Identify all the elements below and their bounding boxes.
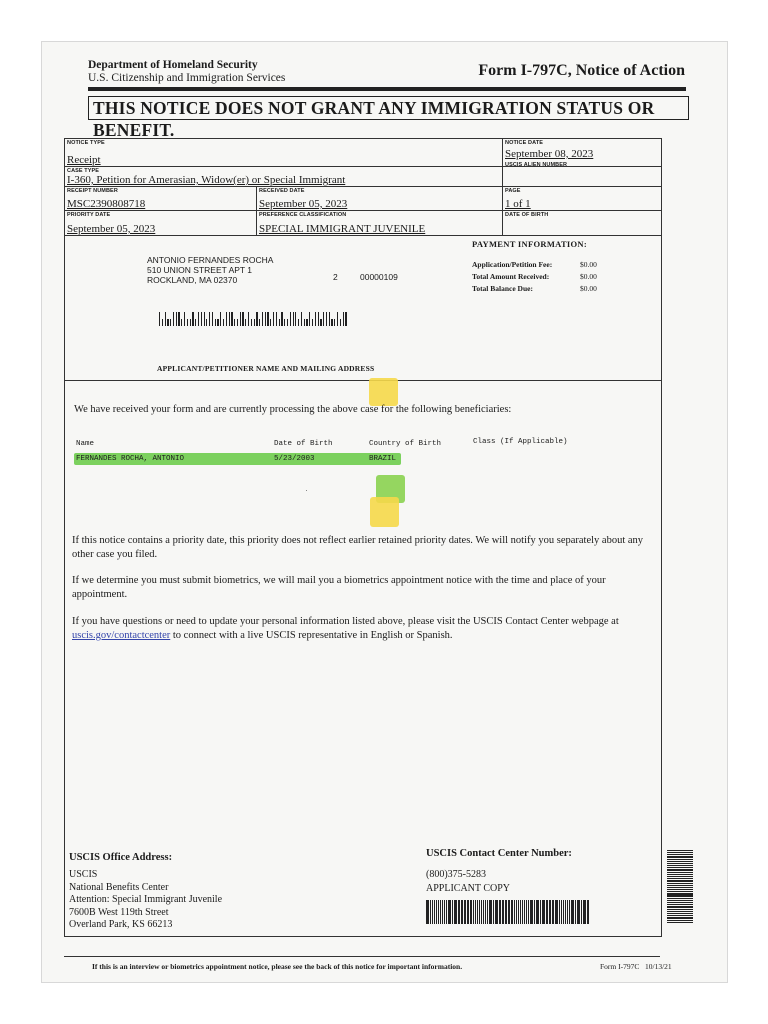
barcode-bar (542, 900, 543, 924)
barcode-bar (526, 900, 528, 924)
payment-balance-value: $0.00 (580, 284, 597, 293)
notice-date-value: September 08, 2023 (505, 148, 594, 160)
barcode-bar (229, 312, 230, 326)
barcode-bar (198, 312, 199, 326)
side-barcode-bar (667, 896, 693, 897)
barcode-bar (553, 900, 554, 924)
agency-name: Department of Homeland Security (88, 59, 258, 71)
barcode-bar (470, 900, 471, 924)
date-of-birth-label: DATE OF BIRTH (505, 212, 549, 218)
barcode-bar (522, 900, 523, 924)
barcode-bar (588, 900, 589, 924)
sticky-note-yellow-top (369, 378, 398, 406)
barcode-bar (587, 900, 588, 924)
barcode-bar (448, 900, 449, 924)
barcode-bar (508, 900, 510, 924)
beneficiary-country: BRAZIL (369, 455, 397, 463)
beneficiary-name: FERNANDES ROCHA, ANTONIO (76, 455, 185, 463)
preference-classification-value: SPECIAL IMMIGRANT JUVENILE (259, 223, 426, 235)
side-barcode-bar (667, 915, 693, 916)
barcode-bar (428, 900, 429, 924)
side-barcode-bar (667, 913, 693, 914)
payment-labels (472, 259, 552, 295)
receipt-number-label: RECEIPT NUMBER (67, 188, 118, 194)
barcode-bar (217, 319, 218, 326)
notice-type-label: NOTICE TYPE (67, 140, 105, 146)
barcode-bar (298, 319, 299, 326)
barcode-bar (552, 900, 553, 924)
barcode-bar (581, 900, 582, 924)
side-barcode-bar (667, 907, 693, 908)
barcode-bar (192, 312, 193, 326)
biometrics-paragraph: If we determine you must submit biometrics, we will mail you a biometrics appointment notice with the time and place of your appointment. (72, 575, 606, 600)
barcode-bar (479, 900, 481, 924)
mail-code-1: 2 (333, 272, 338, 282)
priority-date-paragraph: If this notice contains a priority date, this priority does not reflect earlier retained priority dates. We will notify you separately about any other case you filed. (72, 535, 644, 560)
barcode-bar (187, 319, 188, 326)
notice-date-label: NOTICE DATE (505, 140, 543, 146)
payment-fee-value: $0.00 (580, 260, 597, 269)
barcode-bar (345, 312, 346, 326)
side-barcode-bar (667, 918, 693, 919)
barcode-bar (485, 900, 487, 924)
barcode-bar (505, 900, 506, 924)
barcode-bar (212, 312, 213, 326)
barcode-bar (583, 900, 584, 924)
mailing-address (147, 255, 273, 285)
barcode-bar (432, 900, 434, 924)
barcode-bar (575, 900, 576, 924)
table-header-class: Class (If Applicable) (473, 438, 568, 446)
barcode-bar (343, 312, 344, 326)
office-line-2: National Benefits Center (69, 881, 169, 893)
side-barcode-bar (667, 869, 693, 870)
barcode-bar (473, 900, 475, 924)
postal-barcode (159, 312, 347, 326)
barcode-bar (290, 312, 291, 326)
side-barcode-bar (667, 904, 693, 905)
barcode-bar (536, 900, 537, 924)
barcode-bar (267, 312, 268, 326)
side-barcode-bar (667, 852, 693, 853)
barcode-bar (464, 900, 465, 924)
received-date-cell (257, 187, 503, 211)
side-barcode-bar (667, 898, 693, 899)
barcode-bar (455, 900, 457, 924)
barcode-bar (481, 900, 482, 924)
beneficiary-dob: 5/23/2003 (274, 455, 315, 463)
table-header-country: Country of Birth (369, 440, 442, 448)
side-barcode-bar (667, 865, 693, 866)
form-id: Form I-797C (600, 962, 640, 971)
barcode-bar (490, 900, 492, 924)
barcode-bar (318, 312, 319, 326)
payment-balance-label: Total Balance Due: (472, 284, 533, 293)
page-cell (503, 187, 661, 211)
contact-center-link[interactable]: uscis.gov/contactcenter (72, 630, 171, 641)
barcode-bar (537, 900, 539, 924)
barcode-bar (259, 319, 260, 326)
preference-classification-cell (257, 211, 503, 235)
barcode-bar (436, 900, 437, 924)
footer-rule (64, 956, 660, 957)
priority-date-label: PRIORITY DATE (67, 212, 111, 218)
barcode-bar (531, 900, 533, 924)
form-title: Form I-797C, Notice of Action (478, 62, 685, 79)
barcode-bar (454, 900, 455, 924)
preference-classification-label: PREFERENCE CLASSIFICATION (259, 212, 347, 218)
barcode-bar (331, 319, 332, 326)
side-barcode-bar (667, 891, 693, 892)
side-barcode-bar (667, 854, 693, 855)
side-barcode-bar (667, 922, 693, 923)
barcode-bar (293, 312, 294, 326)
barcode-bar (512, 900, 513, 924)
barcode-bar (223, 319, 224, 326)
office-line-3: Attention: Special Immigrant Juvenile (69, 894, 223, 905)
barcode-bar (530, 900, 531, 924)
barcode-bar (459, 900, 460, 924)
table-header-dob: Date of Birth (274, 440, 333, 448)
barcode-bar (329, 312, 330, 326)
sticky-note-yellow-bottom (370, 497, 399, 527)
office-address-title: USCIS Office Address: (69, 852, 173, 863)
barcode-bar (184, 312, 185, 326)
barcode-bar (176, 312, 177, 326)
barcode-bar (444, 900, 446, 924)
barcode-bar (442, 900, 443, 924)
barcode-bar (265, 312, 266, 326)
payment-fee-label: Application/Petition Fee: (472, 260, 553, 269)
barcode-bar (256, 312, 257, 326)
payment-values (580, 259, 597, 295)
barcode-bar (204, 312, 205, 326)
barcode-bar (270, 319, 271, 326)
barcode-bar (577, 900, 578, 924)
barcode-bar (248, 312, 249, 326)
alien-number-label: USCIS ALIEN NUMBER (505, 162, 568, 168)
barcode-bar (549, 900, 551, 924)
barcode-bar (524, 900, 525, 924)
mailing-address-section-label: APPLICANT/PETITIONER NAME AND MAILING ADDRESS (157, 364, 375, 373)
barcode-bar (190, 319, 191, 326)
mail-code-2: 00000109 (360, 272, 398, 282)
barcode-bar (547, 900, 548, 924)
side-barcode-bar (667, 902, 693, 903)
intro-text: We have received your form and are currently processing the above case for the following beneficiaries: (74, 404, 512, 415)
table-header-name: Name (76, 440, 95, 448)
side-barcode-bar (667, 857, 693, 858)
barcode-bar (520, 900, 522, 924)
status-banner: THIS NOTICE DOES NOT GRANT ANY IMMIGRATION STATUS OR BENEFIT. (88, 96, 689, 120)
priority-date-value: September 05, 2023 (67, 223, 156, 235)
barcode-bar (534, 900, 535, 924)
barcode-bar (426, 900, 428, 924)
office-line-1: USCIS (69, 869, 98, 880)
barcode-bar (452, 900, 453, 924)
barcode-bar (557, 900, 558, 924)
barcode-bar (516, 900, 517, 924)
side-barcode (667, 850, 693, 924)
barcode-bar (279, 319, 280, 326)
date-of-birth-cell (503, 211, 661, 235)
side-barcode-bar (667, 880, 693, 881)
barcode-bar (467, 900, 469, 924)
notice-type-cell (65, 139, 503, 167)
barcode-bar (284, 319, 285, 326)
barcode-bar (312, 319, 313, 326)
alien-number-cell (503, 161, 661, 187)
barcode-bar (572, 900, 574, 924)
side-barcode-bar (667, 893, 693, 894)
contact-center-title: USCIS Contact Center Number: (426, 848, 572, 859)
barcode-bar (340, 319, 341, 326)
case-type-label: CASE TYPE (67, 168, 100, 174)
barcode-bar (234, 319, 235, 326)
side-barcode-bar (667, 874, 693, 875)
barcode-bar (320, 319, 321, 326)
main-body (64, 380, 662, 840)
payment-received-value: $0.00 (580, 272, 597, 281)
barcode-bar (337, 312, 338, 326)
barcode-bar (315, 312, 316, 326)
barcode-bar (287, 319, 288, 326)
recipient-name: ANTONIO FERNANDES ROCHA (147, 255, 274, 265)
barcode-bar (565, 900, 566, 924)
barcode-bar (514, 900, 516, 924)
barcode-bar (499, 900, 500, 924)
side-barcode-bar (667, 887, 693, 888)
office-line-5: Overland Park, KS 66213 (69, 919, 173, 930)
barcode-bar (301, 312, 302, 326)
barcode-bar (295, 312, 296, 326)
contact-center-phone: (800)375-5283 (426, 869, 486, 880)
header-rule (88, 87, 686, 91)
barcode-bar (495, 900, 496, 924)
barcode-bar (489, 900, 490, 924)
received-date-value: September 05, 2023 (259, 198, 348, 210)
barcode-bar (440, 900, 441, 924)
side-barcode-bar (667, 909, 693, 910)
barcode-bar (518, 900, 519, 924)
barcode-bar (226, 312, 227, 326)
barcode-bar (571, 900, 572, 924)
received-date-label: RECEIVED DATE (259, 188, 305, 194)
barcode-bar (477, 900, 478, 924)
case-info-grid (64, 138, 662, 236)
barcode-bar (567, 900, 569, 924)
office-address (69, 869, 222, 932)
barcode-bar (555, 900, 557, 924)
receipt-number-value: MSC2390808718 (67, 198, 146, 210)
barcode-bar (434, 900, 435, 924)
barcode-bar (215, 319, 216, 326)
barcode-bar (159, 312, 160, 326)
barcode-bar (240, 312, 241, 326)
barcode-bar (543, 900, 545, 924)
applicant-copy-label: APPLICANT COPY (426, 883, 510, 894)
page-label: PAGE (505, 188, 521, 194)
side-barcode-bar (667, 920, 693, 921)
receipt-barcode (426, 900, 589, 924)
barcode-bar (465, 900, 466, 924)
side-barcode-bar (667, 870, 693, 871)
barcode-bar (165, 312, 166, 326)
barcode-bar (245, 319, 246, 326)
barcode-bar (493, 900, 494, 924)
address-line-2: ROCKLAND, MA 02370 (147, 275, 238, 285)
barcode-bar (483, 900, 484, 924)
barcode-bar (458, 900, 459, 924)
barcode-bar (237, 319, 238, 326)
barcode-bar (209, 312, 210, 326)
back-of-notice-note: If this is an interview or biometrics appointment notice, please see the back of this notice for important information. (92, 962, 463, 971)
barcode-bar (584, 900, 586, 924)
barcode-bar (475, 900, 476, 924)
barcode-bar (173, 312, 174, 326)
barcode-bar (170, 319, 171, 326)
side-barcode-bar (667, 859, 693, 860)
barcode-bar (578, 900, 580, 924)
barcode-bar (162, 319, 163, 326)
barcode-bar (262, 312, 263, 326)
barcode-bar (506, 900, 507, 924)
barcode-bar (438, 900, 440, 924)
case-type-value: I-360, Petition for Amerasian, Widow(er) or Special Immigrant (67, 174, 346, 186)
form-edition-date: 10/13/21 (645, 962, 672, 971)
barcode-bar (461, 900, 463, 924)
barcode-bar (430, 900, 431, 924)
barcode-bar (304, 319, 305, 326)
side-barcode-bar (667, 881, 693, 882)
barcode-bar (540, 900, 541, 924)
form-identifier (600, 962, 672, 971)
barcode-bar (561, 900, 563, 924)
side-barcode-bar (667, 876, 693, 877)
barcode-bar (502, 900, 504, 924)
barcode-bar (446, 900, 447, 924)
barcode-bar (195, 319, 196, 326)
barcode-bar (559, 900, 560, 924)
barcode-bar (281, 312, 282, 326)
barcode-bar (309, 312, 310, 326)
barcode-bar (487, 900, 488, 924)
contact-paragraph-tail: to connect with a live USCIS representative in English or Spanish. (170, 630, 453, 641)
barcode-bar (563, 900, 564, 924)
barcode-bar (471, 900, 472, 924)
notice-type-value: Receipt (67, 154, 101, 166)
receipt-number-cell (65, 187, 257, 211)
barcode-bar (449, 900, 451, 924)
case-type-cell (65, 167, 503, 187)
side-barcode-bar (667, 885, 693, 886)
barcode-bar (206, 319, 207, 326)
speck (306, 490, 307, 491)
barcode-bar (326, 312, 327, 326)
barcode-bar (167, 319, 168, 326)
side-barcode-bar (667, 863, 693, 864)
barcode-bar (273, 312, 274, 326)
contact-paragraph (72, 615, 664, 643)
barcode-bar (254, 319, 255, 326)
barcode-bar (178, 312, 179, 326)
address-line-1: 510 UNION STREET APT 1 (147, 265, 253, 275)
barcode-bar (528, 900, 529, 924)
barcode-bar (231, 312, 232, 326)
payment-received-label: Total Amount Received: (472, 272, 550, 281)
barcode-bar (334, 319, 335, 326)
barcode-bar (242, 312, 243, 326)
barcode-bar (323, 312, 324, 326)
office-line-4: 7600B West 119th Street (69, 906, 169, 918)
barcode-bar (511, 900, 512, 924)
barcode-bar (496, 900, 498, 924)
barcode-bar (569, 900, 570, 924)
barcode-bar (306, 319, 307, 326)
barcode-bar (251, 319, 252, 326)
barcode-bar (220, 312, 221, 326)
barcode-bar (201, 312, 202, 326)
page-value: 1 of 1 (505, 198, 531, 210)
barcode-bar (500, 900, 501, 924)
contact-paragraph-text: If you have questions or need to update your personal information listed above, please visit the USCIS Contact Center webpage at (72, 616, 619, 627)
barcode-bar (181, 319, 182, 326)
barcode-bar (546, 900, 547, 924)
notice-page (42, 42, 727, 982)
payment-title: PAYMENT INFORMATION: (472, 239, 588, 249)
priority-date-cell (65, 211, 257, 235)
barcode-bar (276, 312, 277, 326)
sub-agency-name: U.S. Citizenship and Immigration Services (88, 72, 286, 84)
